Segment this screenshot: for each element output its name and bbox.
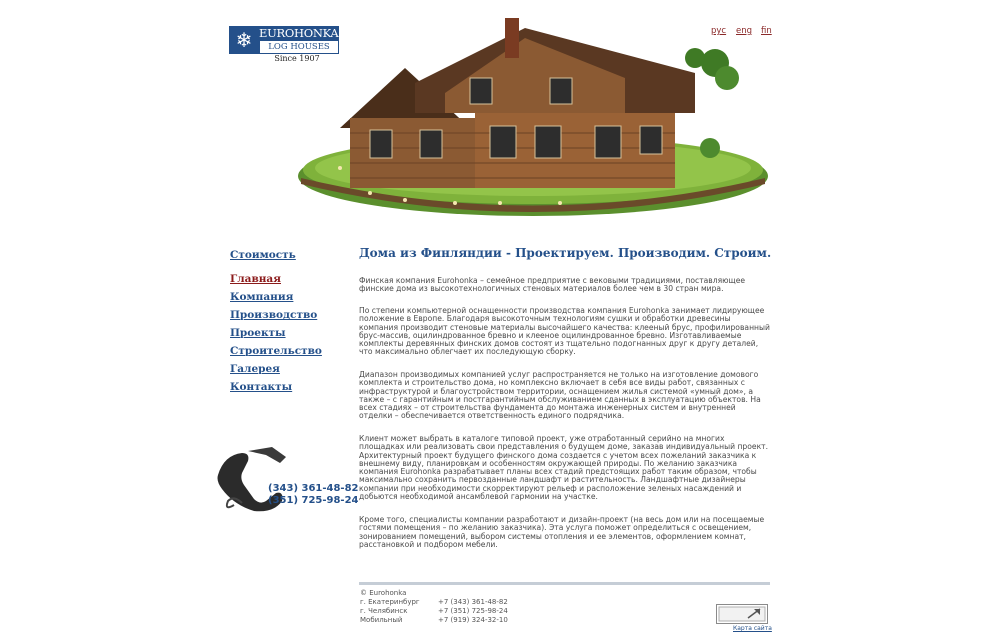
nav-production-link[interactable]: Производство — [230, 309, 318, 321]
snowflake-icon: ❄ — [235, 28, 253, 52]
phone-number-1: (343) 361-48-82 — [268, 483, 359, 494]
paragraph-design: Кроме того, специалисты компании разработают и дизайн-проект (на весь дом или на посещаемые гостями помещения – по желанию заказчика). Эта услуга поможет определиться с освещением, зонированием помещений, выбором системы отопления и ее элементов, оформлением комнат, расстановкой и подбором мебели. — [359, 515, 765, 549]
sitemap-icon[interactable] — [716, 604, 768, 624]
logo-since: Since 1907 — [274, 54, 320, 63]
footer-copyright: © Eurohonka — [360, 589, 407, 597]
page-title: Дома из Финляндии - Проектируем. Производим. Строим. — [359, 246, 772, 260]
footer-city-1: г. Екатеринбург — [360, 598, 420, 606]
paragraph-services: Диапазон производимых компанией услуг распространяется не только на изготовление домового комплекта и строительство дома, но комплексно включает в себя все виды работ, связанных с инфраструктурой и благоустройством территории, оснащением жилья системой «умный дом», а также – с гарантийным и постгарантийным обслуживанием сданных в эксплуатацию объектов. На всех стадиях – от строительства фундамента до монтажа инженерных систем и внутренней отделки – обеспечивается ответственность единого подрядчика. — [359, 370, 761, 421]
lang-fi-link[interactable]: fin — [761, 26, 772, 36]
logo-brand: EUROHONKA — [259, 26, 339, 40]
nav-price-link[interactable]: Стоимость — [230, 249, 296, 261]
lang-ru-link[interactable]: рус — [711, 26, 727, 36]
logo-subtitle: LOG HOUSES — [259, 40, 339, 54]
nav-gallery-link[interactable]: Галерея — [230, 363, 280, 375]
nav-company-link[interactable]: Компания — [230, 291, 294, 303]
footer-phone-2: +7 (351) 725-98-24 — [438, 607, 508, 615]
nav-projects-link[interactable]: Проекты — [230, 327, 286, 339]
logo-badge — [229, 26, 259, 54]
log-house-image — [295, 18, 770, 223]
footer-divider — [359, 582, 770, 585]
footer-city-2: г. Челябинск — [360, 607, 408, 615]
footer-phone-1: +7 (343) 361-48-82 — [438, 598, 508, 606]
footer-city-3: Мобильный — [360, 616, 403, 624]
paragraph-intro: Финская компания Eurohonka – семейное предприятие с вековыми традициями, поставляющее финские дома из высокотехнологичных стеновых материалов более чем в 30 стран мира. — [359, 276, 746, 294]
lang-en-link[interactable]: eng — [736, 26, 753, 36]
nav-home-link[interactable]: Главная — [230, 273, 281, 285]
sitemap-link[interactable]: Карта сайта — [733, 625, 772, 632]
nav-contacts-link[interactable]: Контакты — [230, 381, 293, 393]
footer-phone-3: +7 (919) 324-32-10 — [438, 616, 508, 624]
paragraph-projects: Клиент может выбрать в каталоге типовой проект, уже отработанный серийно на многих площадках или реализовать свои представления о будущем доме, заказав индивидуальный проект. Архитектурный проект будущего финского дома создается с учетом всех пожеланий заказчика к внешнему виду, планировкам и особенностям окружающей природы. По желанию заказчика компания Eurohonka разрабатывает планы всех стадий предстоящих работ таким образом, чтобы максимально сохранить первозданные ландшафт и растительность. Ландшафтные дизайнеры компании при необходимости скорректируют рельеф и расположение зеленых насаждений и добьются необходимой ансамблевой гармонии на участке. — [359, 434, 768, 502]
phone-number-2: (351) 725-98-24 — [268, 495, 359, 506]
paragraph-technology: По степени компьютерной оснащенности производства компания Eurohonka занимает лидирующее положение в Европе. Благодаря высокоточным технологиям сушки и обработки древесины компания производит стеновые материалы высочайшего качества: клееный брус, профилированный брус-массив, оцилиндрованное бревно и клееное оцилиндрованное бревно. Изготавливаемые комплекты деревянных финских домов состоят из тщательно подогнанных друг к другу деталей, что максимально облегчает их последующую сборку. — [359, 306, 770, 357]
nav-construction-link[interactable]: Строительство — [230, 345, 322, 357]
